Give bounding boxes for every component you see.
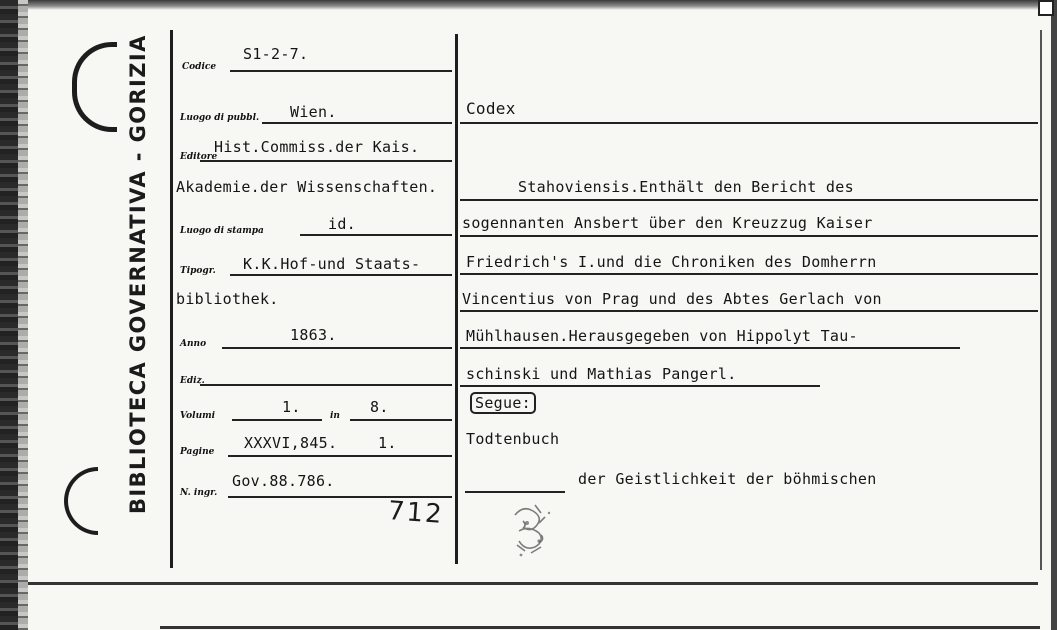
value-tipografia-2: bibliothek. — [176, 290, 279, 308]
segue-bracket — [470, 394, 536, 412]
field-line-formato — [350, 419, 452, 421]
library-stamp: BIBLIOTECA GOVERNATIVA - GORIZIA — [126, 34, 150, 514]
scan-edge-right — [1051, 0, 1057, 630]
field-line-tipografia — [230, 274, 452, 276]
value-editore-2: Akademie.der Wissenschaften. — [176, 178, 438, 196]
title-line-2 — [460, 199, 1038, 201]
title-line-4 — [460, 273, 1038, 275]
field-line-anno — [222, 347, 452, 349]
scan-edge-top — [28, 0, 1057, 10]
corner-mark — [1038, 0, 1054, 16]
title-line7: schinski und Mathias Pangerl. — [466, 365, 737, 383]
handwritten-number: 712 — [387, 496, 445, 530]
column-rule-right — [1040, 30, 1042, 570]
label-editore: Editore — [180, 152, 218, 162]
value-editore-1: Hist.Commiss.der Kais. — [214, 138, 420, 156]
title-line6: Mühlhausen.Herausgegeben von Hippolyt Tau- — [466, 327, 858, 345]
field-line-pagine — [228, 455, 452, 457]
segue-label: Segue: — [470, 392, 536, 414]
label-pagine: Pagine — [180, 447, 215, 457]
ink-blot — [505, 495, 565, 565]
title-line9: Todtenbuch — [466, 430, 560, 448]
label-codice: Codice — [182, 62, 217, 72]
scan-edge-left-inner — [18, 0, 28, 630]
label-in: in — [330, 411, 340, 421]
scan-edge-left — [0, 0, 18, 630]
column-rule-left — [170, 30, 173, 568]
punch-hole-top — [72, 42, 117, 132]
title-line1: Codex — [466, 99, 516, 118]
value-luogo-pubbl: Wien. — [290, 103, 337, 121]
field-line-ediz — [200, 384, 452, 386]
title-line2: Stahoviensis.Enthält den Bericht des — [518, 178, 854, 196]
value-luogo-stampa: id. — [328, 215, 356, 233]
label-num-ingr: N. ingr. — [180, 488, 218, 498]
title-line5: Vincentius von Prag und des Abtes Gerlach von — [462, 290, 882, 308]
title-line-8 — [465, 491, 565, 493]
value-anno: 1863. — [290, 326, 337, 344]
title-line-1 — [460, 122, 1038, 124]
label-ediz: Ediz. — [180, 376, 205, 386]
value-codice: S1-2-7. — [243, 45, 309, 63]
value-volumi: 1. — [282, 398, 301, 416]
card-bottom-edge — [28, 582, 1038, 585]
value-tipografia-1: K.K.Hof-und Staats- — [243, 255, 421, 273]
label-luogo-stampa: Luogo di stampa — [180, 226, 264, 236]
field-line-luogo-pubbl — [262, 122, 452, 124]
label-volumi: Volumi — [180, 411, 216, 421]
title-line-3 — [460, 235, 1038, 237]
title-line-6 — [460, 347, 960, 349]
title-line10: der Geistlichkeit der böhmischen — [578, 470, 877, 488]
title-line4: Friedrich's I.und die Chroniken des Domherrn — [466, 253, 877, 271]
value-pagine-a: XXXVI,845. — [244, 434, 338, 452]
title-line3: sogennanten Ansbert über den Kreuzzug Kaiser — [462, 214, 873, 232]
value-formato: 8. — [370, 398, 389, 416]
field-line-codice — [230, 70, 452, 72]
scan-bottom-edge — [160, 626, 1040, 629]
title-line-5 — [460, 310, 1038, 312]
punch-hole-bottom — [64, 467, 98, 535]
value-num-ingr: Gov.88.786. — [232, 472, 335, 490]
column-rule-middle — [455, 34, 458, 564]
value-pagine-b: 1. — [378, 434, 397, 452]
field-line-luogo-stampa — [300, 234, 452, 236]
label-luogo-pubbl: Luogo di pubbl. — [180, 113, 260, 123]
title-line-7 — [460, 385, 820, 387]
label-anno: Anno — [180, 339, 207, 349]
label-tipografia: Tipogr. — [180, 266, 216, 276]
field-line-volumi — [232, 419, 322, 421]
field-line-editore — [200, 160, 452, 162]
